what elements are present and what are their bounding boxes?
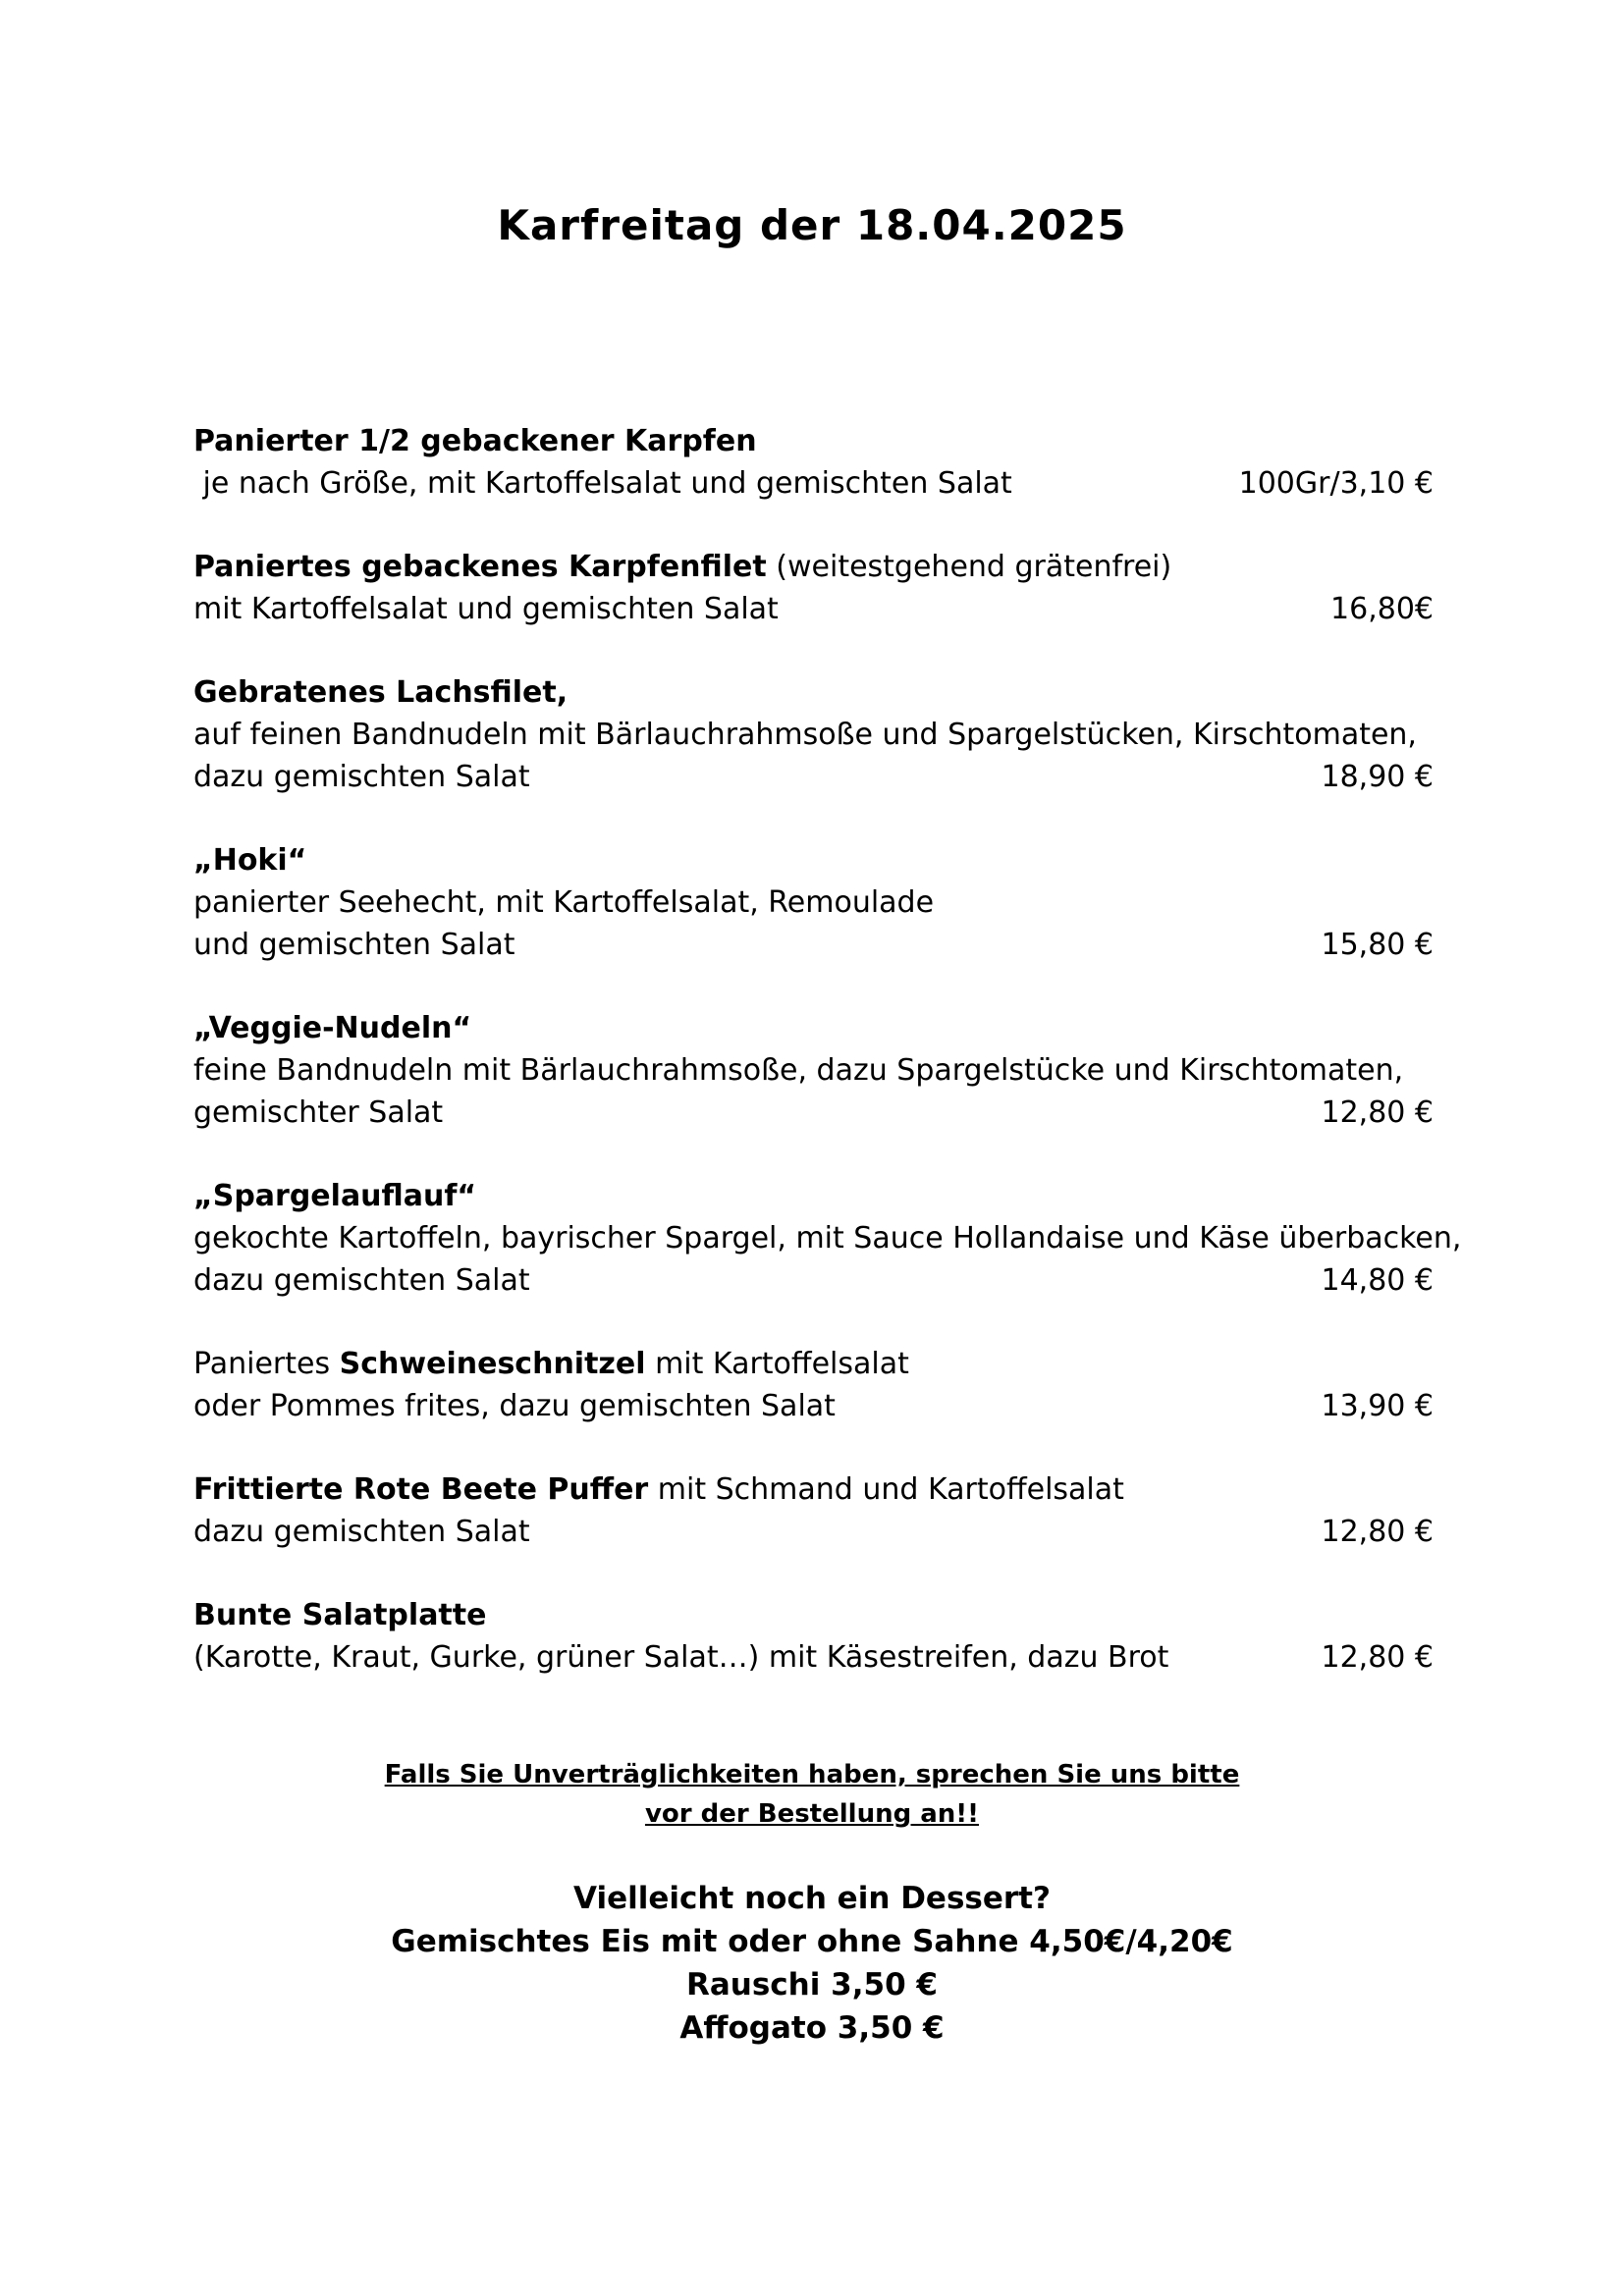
item-price: 16,80€ — [1330, 592, 1434, 626]
allergy-notice — [0, 1755, 1624, 1834]
menu-list — [193, 420, 1462, 1720]
item-name: Schweineschnitzel — [339, 1347, 646, 1381]
dessert-section — [0, 1877, 1624, 2050]
item-description: je nach Größe, mit Kartoffelsalat und gemischten Salat — [193, 466, 1012, 501]
menu-item-schweineschnitzel — [193, 1343, 1435, 1427]
dessert-heading: Vielleicht noch ein Dessert? — [573, 1881, 1051, 1916]
page-title: Karfreitag der 18.04.2025 — [497, 201, 1127, 249]
allergy-notice-line-1: Falls Sie Unverträglichkeiten haben, sprechen Sie uns bitte — [384, 1760, 1240, 1789]
menu-item-rote-beete-puffer — [193, 1468, 1435, 1553]
item-description: dazu gemischten Salat — [193, 1515, 530, 1549]
item-name: „Veggie-Nudeln“ — [193, 1011, 472, 1045]
menu-item-karpfen — [193, 420, 1435, 505]
menu-item-spargelauflauf — [193, 1175, 1462, 1302]
item-price: 12,80 € — [1321, 1095, 1434, 1130]
item-prefix: Paniertes — [193, 1347, 340, 1381]
item-description: oder Pommes frites, dazu gemischten Salat — [193, 1389, 836, 1423]
menu-item-lachsfilet — [193, 671, 1435, 798]
item-description: feine Bandnudeln mit Bärlauchrahmsoße, dazu Spargelstücke und Kirschtomaten, — [193, 1053, 1404, 1088]
item-description: auf feinen Bandnudeln mit Bärlauchrahmsoße und Spargelstücken, Kirschtomaten, — [193, 718, 1417, 752]
dessert-line: Rauschi 3,50 € — [685, 1967, 939, 2002]
item-price: 100Gr/3,10 € — [1238, 466, 1434, 501]
menu-item-veggie-nudeln — [193, 1007, 1435, 1134]
item-description-2: und gemischten Salat — [193, 928, 515, 962]
item-name: Bunte Salatplatte — [193, 1598, 487, 1632]
item-price: 12,80 € — [1321, 1640, 1434, 1675]
menu-item-karpfenfilet — [193, 546, 1435, 630]
dessert-line: Gemischtes Eis mit oder ohne Sahne 4,50€/4,20€ — [391, 1924, 1233, 1959]
item-name: Paniertes gebackenes Karpfenfilet — [193, 550, 767, 584]
item-name: „Spargelauflauf“ — [193, 1179, 477, 1213]
item-note: mit Schmand und Kartoffelsalat — [648, 1472, 1124, 1507]
item-price: 14,80 € — [1321, 1263, 1434, 1298]
item-description-2: dazu gemischten Salat — [193, 1263, 530, 1298]
allergy-notice-line-2: vor der Bestellung an!! — [644, 1799, 980, 1829]
item-note: mit Kartoffelsalat — [645, 1347, 909, 1381]
item-description: gekochte Kartoffeln, bayrischer Spargel, mit Sauce Hollandaise und Käse überbacken, — [193, 1221, 1462, 1255]
item-note: (weitestgehend grätenfrei) — [766, 550, 1172, 584]
item-price: 12,80 € — [1321, 1515, 1434, 1549]
item-description: mit Kartoffelsalat und gemischten Salat — [193, 592, 779, 626]
menu-item-salatplatte — [193, 1594, 1435, 1679]
item-description-2: dazu gemischten Salat — [193, 760, 530, 794]
item-price: 18,90 € — [1321, 760, 1434, 794]
dessert-line: Affogato 3,50 € — [679, 2010, 945, 2046]
item-name: Panierter 1/2 gebackener Karpfen — [193, 424, 757, 458]
item-name: „Hoki“ — [193, 843, 307, 878]
item-price: 13,90 € — [1321, 1389, 1434, 1423]
item-name: Gebratenes Lachsfilet, — [193, 675, 568, 710]
item-price: 15,80 € — [1321, 928, 1434, 962]
menu-item-hoki — [193, 839, 1435, 966]
item-description: panierter Seehecht, mit Kartoffelsalat, Remoulade — [193, 885, 935, 920]
item-description: (Karotte, Kraut, Gurke, grüner Salat…) mit Käsestreifen, dazu Brot — [193, 1640, 1169, 1675]
item-name: Frittierte Rote Beete Puffer — [193, 1472, 649, 1507]
item-description-2: gemischter Salat — [193, 1095, 444, 1130]
